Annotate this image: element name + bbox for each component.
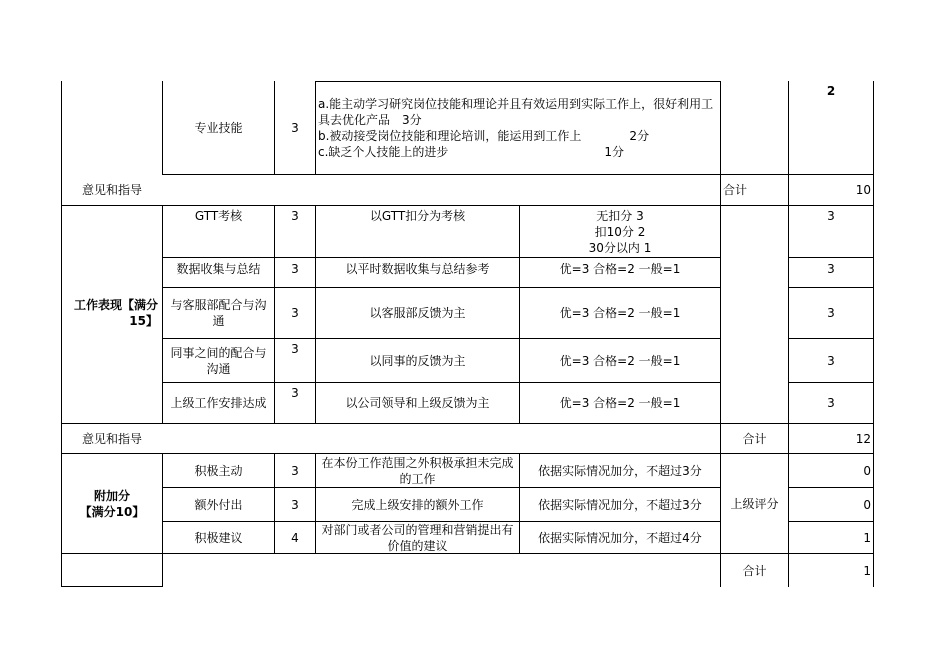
perf-score: 3 bbox=[827, 209, 835, 223]
perf-item: 数据收集与总结 bbox=[176, 262, 261, 276]
perf-standard: 无扣分 3 扣10分 2 30分以内 1 bbox=[588, 209, 652, 255]
total-label: 合计 bbox=[723, 183, 748, 197]
skills-criteria: a.能主动学习研究岗位技能和理论并且有效运用到实际工作上，很好利用工具去优化产品 3分 b.被动接受岗位技能和理论培训，能运用到工作上 2分 c.缺乏个人技能上的进步 1分 bbox=[318, 97, 714, 159]
perf-standard: 优=3 合格=2 一般=1 bbox=[559, 396, 681, 410]
perf-standard: 优=3 合格=2 一般=1 bbox=[559, 306, 681, 320]
total-value: 12 bbox=[855, 431, 871, 446]
perf-points: 3 bbox=[291, 386, 299, 400]
bonus-method: 在本份工作范围之外积极承担未完成的工作 bbox=[321, 455, 514, 486]
perf-points: 3 bbox=[291, 209, 299, 223]
skills-item: 专业技能 bbox=[194, 121, 243, 135]
grid-line bbox=[873, 81, 874, 587]
perf-method: 以平时数据收集与总结参考 bbox=[345, 262, 490, 276]
grid-line bbox=[61, 205, 873, 206]
total-value: 1 bbox=[863, 563, 871, 578]
bonus-points: 3 bbox=[291, 463, 299, 478]
perf-method: 以GTT扣分为考核 bbox=[369, 209, 466, 223]
grid-line bbox=[61, 586, 162, 587]
perf-standard: 优=3 合格=2 一般=1 bbox=[559, 353, 681, 368]
bonus-standard: 依据实际情况加分，不超过3分 bbox=[538, 463, 702, 478]
perf-item: 与客服部配合与沟通 bbox=[170, 298, 267, 328]
skills-score: 2 bbox=[826, 84, 836, 98]
bonus-evaluator: 上级评分 bbox=[730, 496, 779, 511]
bonus-score: 0 bbox=[863, 497, 871, 512]
perf-score: 3 bbox=[827, 396, 835, 410]
bonus-standard: 依据实际情况加分，不超过3分 bbox=[538, 497, 702, 512]
total-label: 合计 bbox=[742, 563, 767, 578]
perf-score: 3 bbox=[827, 262, 835, 276]
total-label: 合计 bbox=[742, 431, 767, 446]
bonus-score: 1 bbox=[863, 530, 871, 545]
perf-points: 3 bbox=[291, 262, 299, 276]
bonus-category: 附加分 【满分10】 bbox=[79, 488, 145, 519]
bonus-item: 积极建议 bbox=[194, 530, 243, 545]
perf-standard: 优=3 合格=2 一般=1 bbox=[559, 262, 681, 276]
perf-method: 以客服部反馈为主 bbox=[369, 306, 466, 320]
bonus-points: 4 bbox=[291, 530, 299, 545]
bonus-item: 积极主动 bbox=[194, 463, 243, 478]
perf-method: 以公司领导和上级反馈为主 bbox=[345, 396, 490, 410]
skills-points: 3 bbox=[291, 121, 299, 135]
perf-method: 以同事的反馈为主 bbox=[369, 353, 466, 368]
perf-score: 3 bbox=[827, 306, 835, 320]
opinion-label: 意见和指导 bbox=[81, 183, 142, 197]
perf-points: 3 bbox=[291, 306, 299, 320]
perf-item: GTT考核 bbox=[194, 209, 243, 223]
bonus-method: 完成上级安排的额外工作 bbox=[351, 497, 484, 512]
bonus-standard: 依据实际情况加分，不超过4分 bbox=[538, 530, 702, 545]
work-performance-category: 工作表现【满分15】 bbox=[73, 298, 158, 328]
bonus-method: 对部门或者公司的管理和营销提出有价值的建议 bbox=[321, 522, 514, 553]
perf-item: 同事之间的配合与沟通 bbox=[170, 345, 267, 376]
bonus-score: 0 bbox=[863, 463, 871, 478]
bonus-item: 额外付出 bbox=[194, 497, 243, 512]
total-value: 10 bbox=[855, 183, 871, 197]
perf-score: 3 bbox=[827, 353, 835, 368]
bonus-points: 3 bbox=[291, 497, 299, 512]
perf-item: 上级工作安排达成 bbox=[170, 396, 267, 410]
perf-points: 3 bbox=[291, 342, 299, 356]
opinion-label: 意见和指导 bbox=[81, 431, 142, 446]
